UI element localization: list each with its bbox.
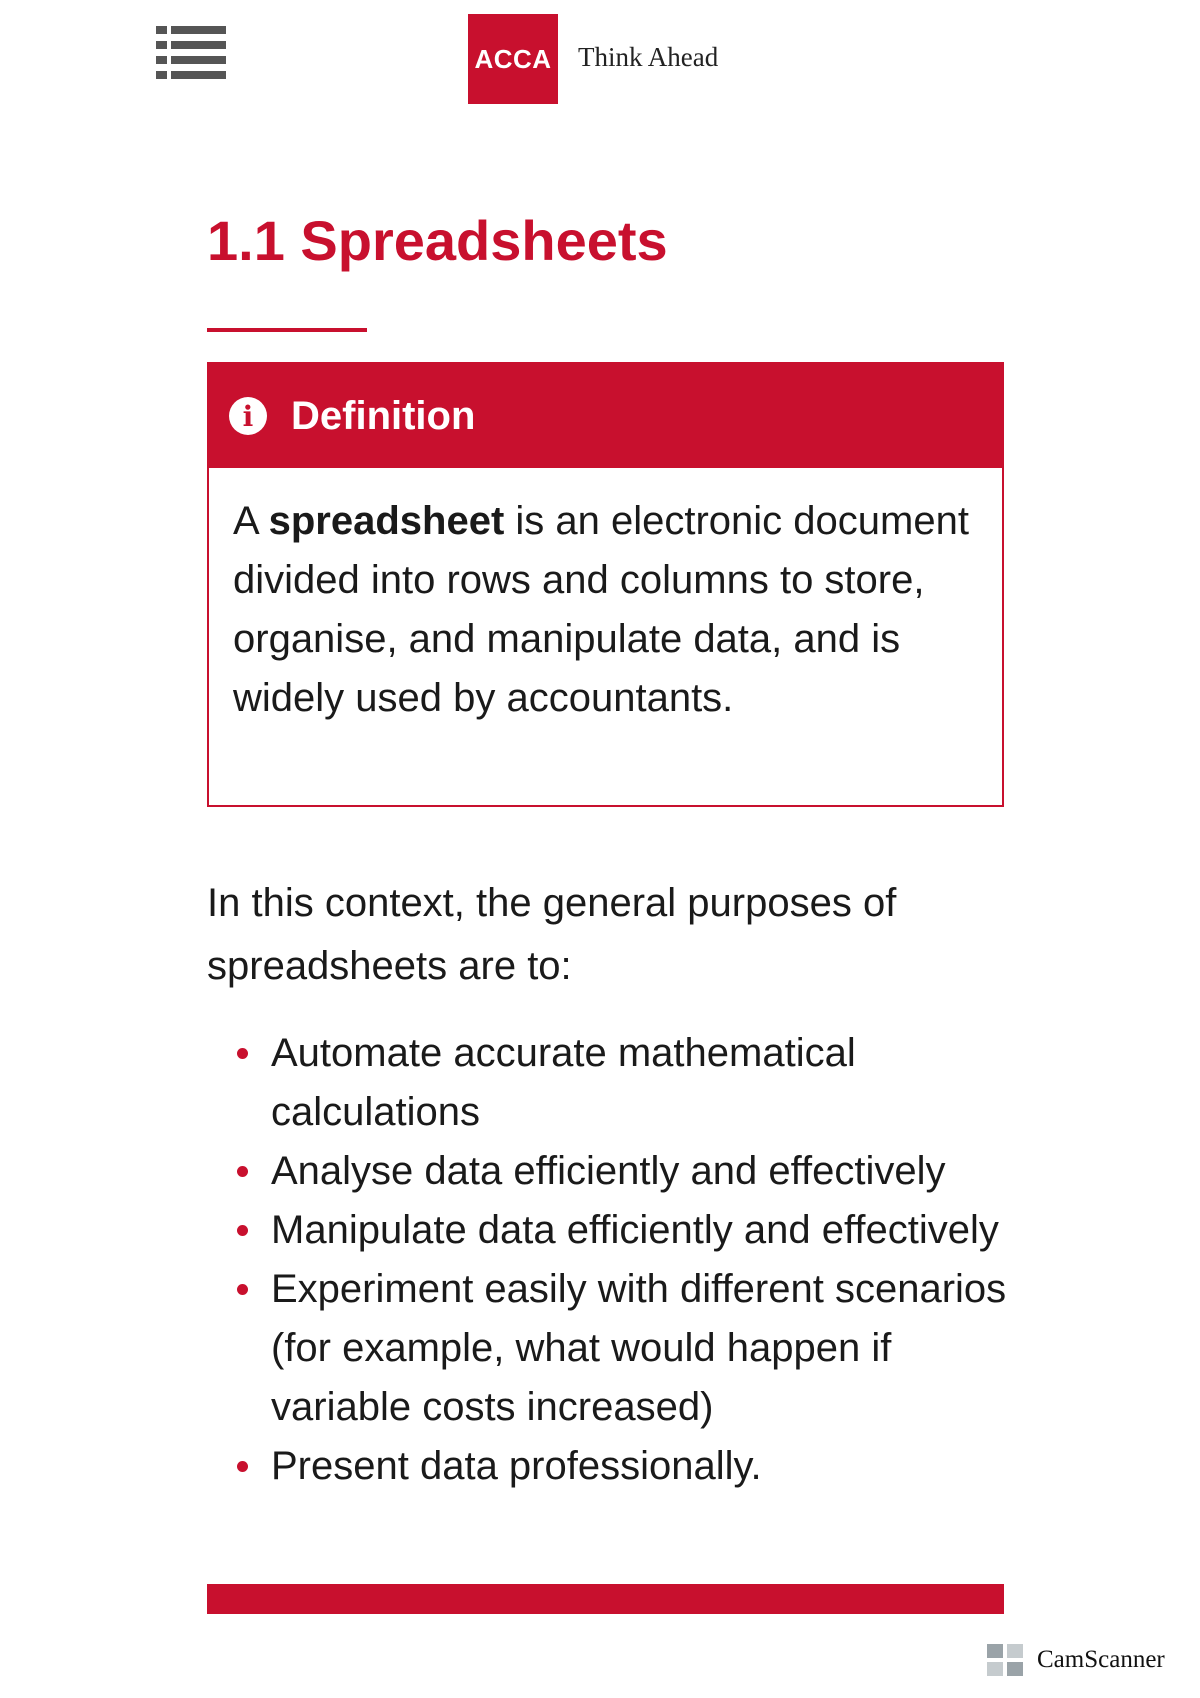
bullet-icon xyxy=(237,1225,248,1236)
bullet-icon xyxy=(237,1461,248,1472)
footer-bar xyxy=(207,1584,1004,1614)
list-item-text: Manipulate data efficiently and effectively xyxy=(271,1208,999,1252)
bullet-icon xyxy=(237,1166,248,1177)
definition-heading: Definition xyxy=(291,393,476,438)
tagline: Think Ahead xyxy=(578,42,719,72)
info-icon: i xyxy=(229,397,267,435)
list-menu-icon[interactable] xyxy=(156,26,226,81)
definition-box xyxy=(207,362,1004,807)
list-item xyxy=(207,1142,1027,1201)
definition-rest: is an electronic document divided into rows and columns to store, organise, and manipulate data, and is widely used by accountants. xyxy=(233,499,969,720)
list-item xyxy=(207,1201,1027,1260)
bullet-icon xyxy=(237,1048,248,1059)
definition-text xyxy=(209,468,1002,728)
page-title: 1.1 Spreadsheets xyxy=(207,209,668,272)
list-item-text: Experiment easily with different scenarios (for example, what would happen if variable costs increased) xyxy=(271,1267,1007,1429)
camscanner-watermark xyxy=(985,1640,1165,1680)
list-item-text: Present data professionally. xyxy=(271,1444,762,1488)
camscanner-text: CamScanner xyxy=(1037,1646,1165,1673)
intro-paragraph: In this context, the general purposes of spreadsheets are to: xyxy=(207,881,897,988)
acca-logo xyxy=(468,14,558,104)
bullet-icon xyxy=(237,1284,248,1295)
purposes-list xyxy=(207,1024,1027,1496)
definition-header xyxy=(209,364,1002,468)
list-item xyxy=(207,1437,1027,1496)
definition-term: spreadsheet xyxy=(268,499,505,543)
list-item xyxy=(207,1024,1027,1142)
list-item-text: Automate accurate mathematical calculations xyxy=(271,1031,856,1134)
title-divider xyxy=(207,328,367,332)
logo-text: ACCA xyxy=(474,43,552,74)
definition-prefix: A xyxy=(233,499,269,543)
camscanner-logo-icon xyxy=(985,1640,1027,1680)
list-item-text: Analyse data efficiently and effectively xyxy=(271,1149,946,1193)
list-item xyxy=(207,1260,1027,1437)
